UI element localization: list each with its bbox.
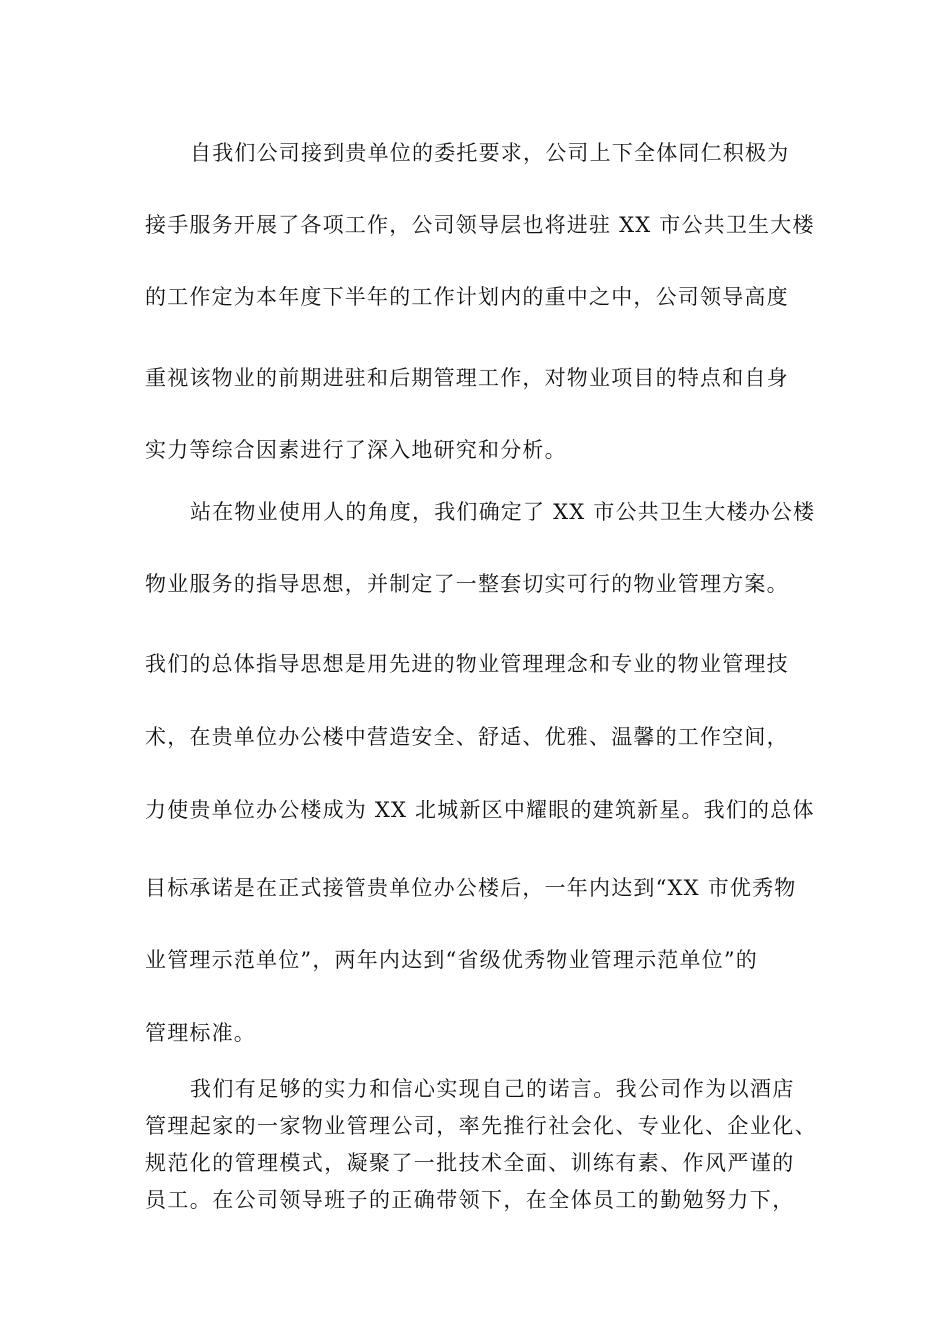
paragraph-1-line-1: 自我们公司接到贵单位的委托要求，公司上下全体同仁积极为 <box>190 141 790 165</box>
paragraph-2-line-3: 我们的总体指导思想是用先进的物业管理理念和专业的物业管理技 <box>145 652 789 676</box>
paragraph-1-line-2: 接手服务开展了各项工作，公司领导层也将进驻 XX 市公共卫生大楼 <box>145 213 815 237</box>
paragraph-2-line-8: 管理标准。 <box>145 1021 256 1045</box>
paragraph-2-line-2: 物业服务的指导思想，并制定了一整套切实可行的物业管理方案。 <box>145 572 789 596</box>
paragraph-1-line-4: 重视该物业的前期进驻和后期管理工作，对物业项目的特点和自身 <box>145 366 789 390</box>
paragraph-3-line-2: 管理起家的一家物业管理公司，率先推行社会化、专业化、企业化、 <box>145 1114 817 1138</box>
paragraph-3-line-1: 我们有足够的实力和信心实现自己的诺言。我公司作为以酒店 <box>190 1077 795 1101</box>
paragraph-2-line-4: 术，在贵单位办公楼中营造安全、舒适、优雅、温馨的工作空间， <box>145 725 789 749</box>
paragraph-1-line-3: 的工作定为本年度下半年的工作计划内的重中之中，公司领导高度 <box>145 285 789 309</box>
paragraph-3-line-3: 规范化的管理模式，凝聚了一批技术全面、训练有素、作风严谨的 <box>145 1151 795 1175</box>
paragraph-1-line-5: 实力等综合因素进行了深入地研究和分析。 <box>145 438 567 462</box>
paragraph-2-line-5: 力使贵单位办公楼成为 XX 北城新区中耀眼的建筑新星。我们的总体 <box>145 798 815 822</box>
paragraph-3-line-4: 员工。在公司领导班子的正确带领下，在全体员工的勤勉努力下， <box>145 1188 795 1212</box>
paragraph-2-line-1: 站在物业使用人的角度，我们确定了 XX 市公共卫生大楼办公楼 <box>190 500 816 524</box>
paragraph-2-line-6: 目标承诺是在正式接管贵单位办公楼后，一年内达到“XX 市优秀物 <box>145 876 797 900</box>
paragraph-2-line-7: 业管理示范单位”，两年内达到“省级优秀物业管理示范单位”的 <box>145 948 759 972</box>
